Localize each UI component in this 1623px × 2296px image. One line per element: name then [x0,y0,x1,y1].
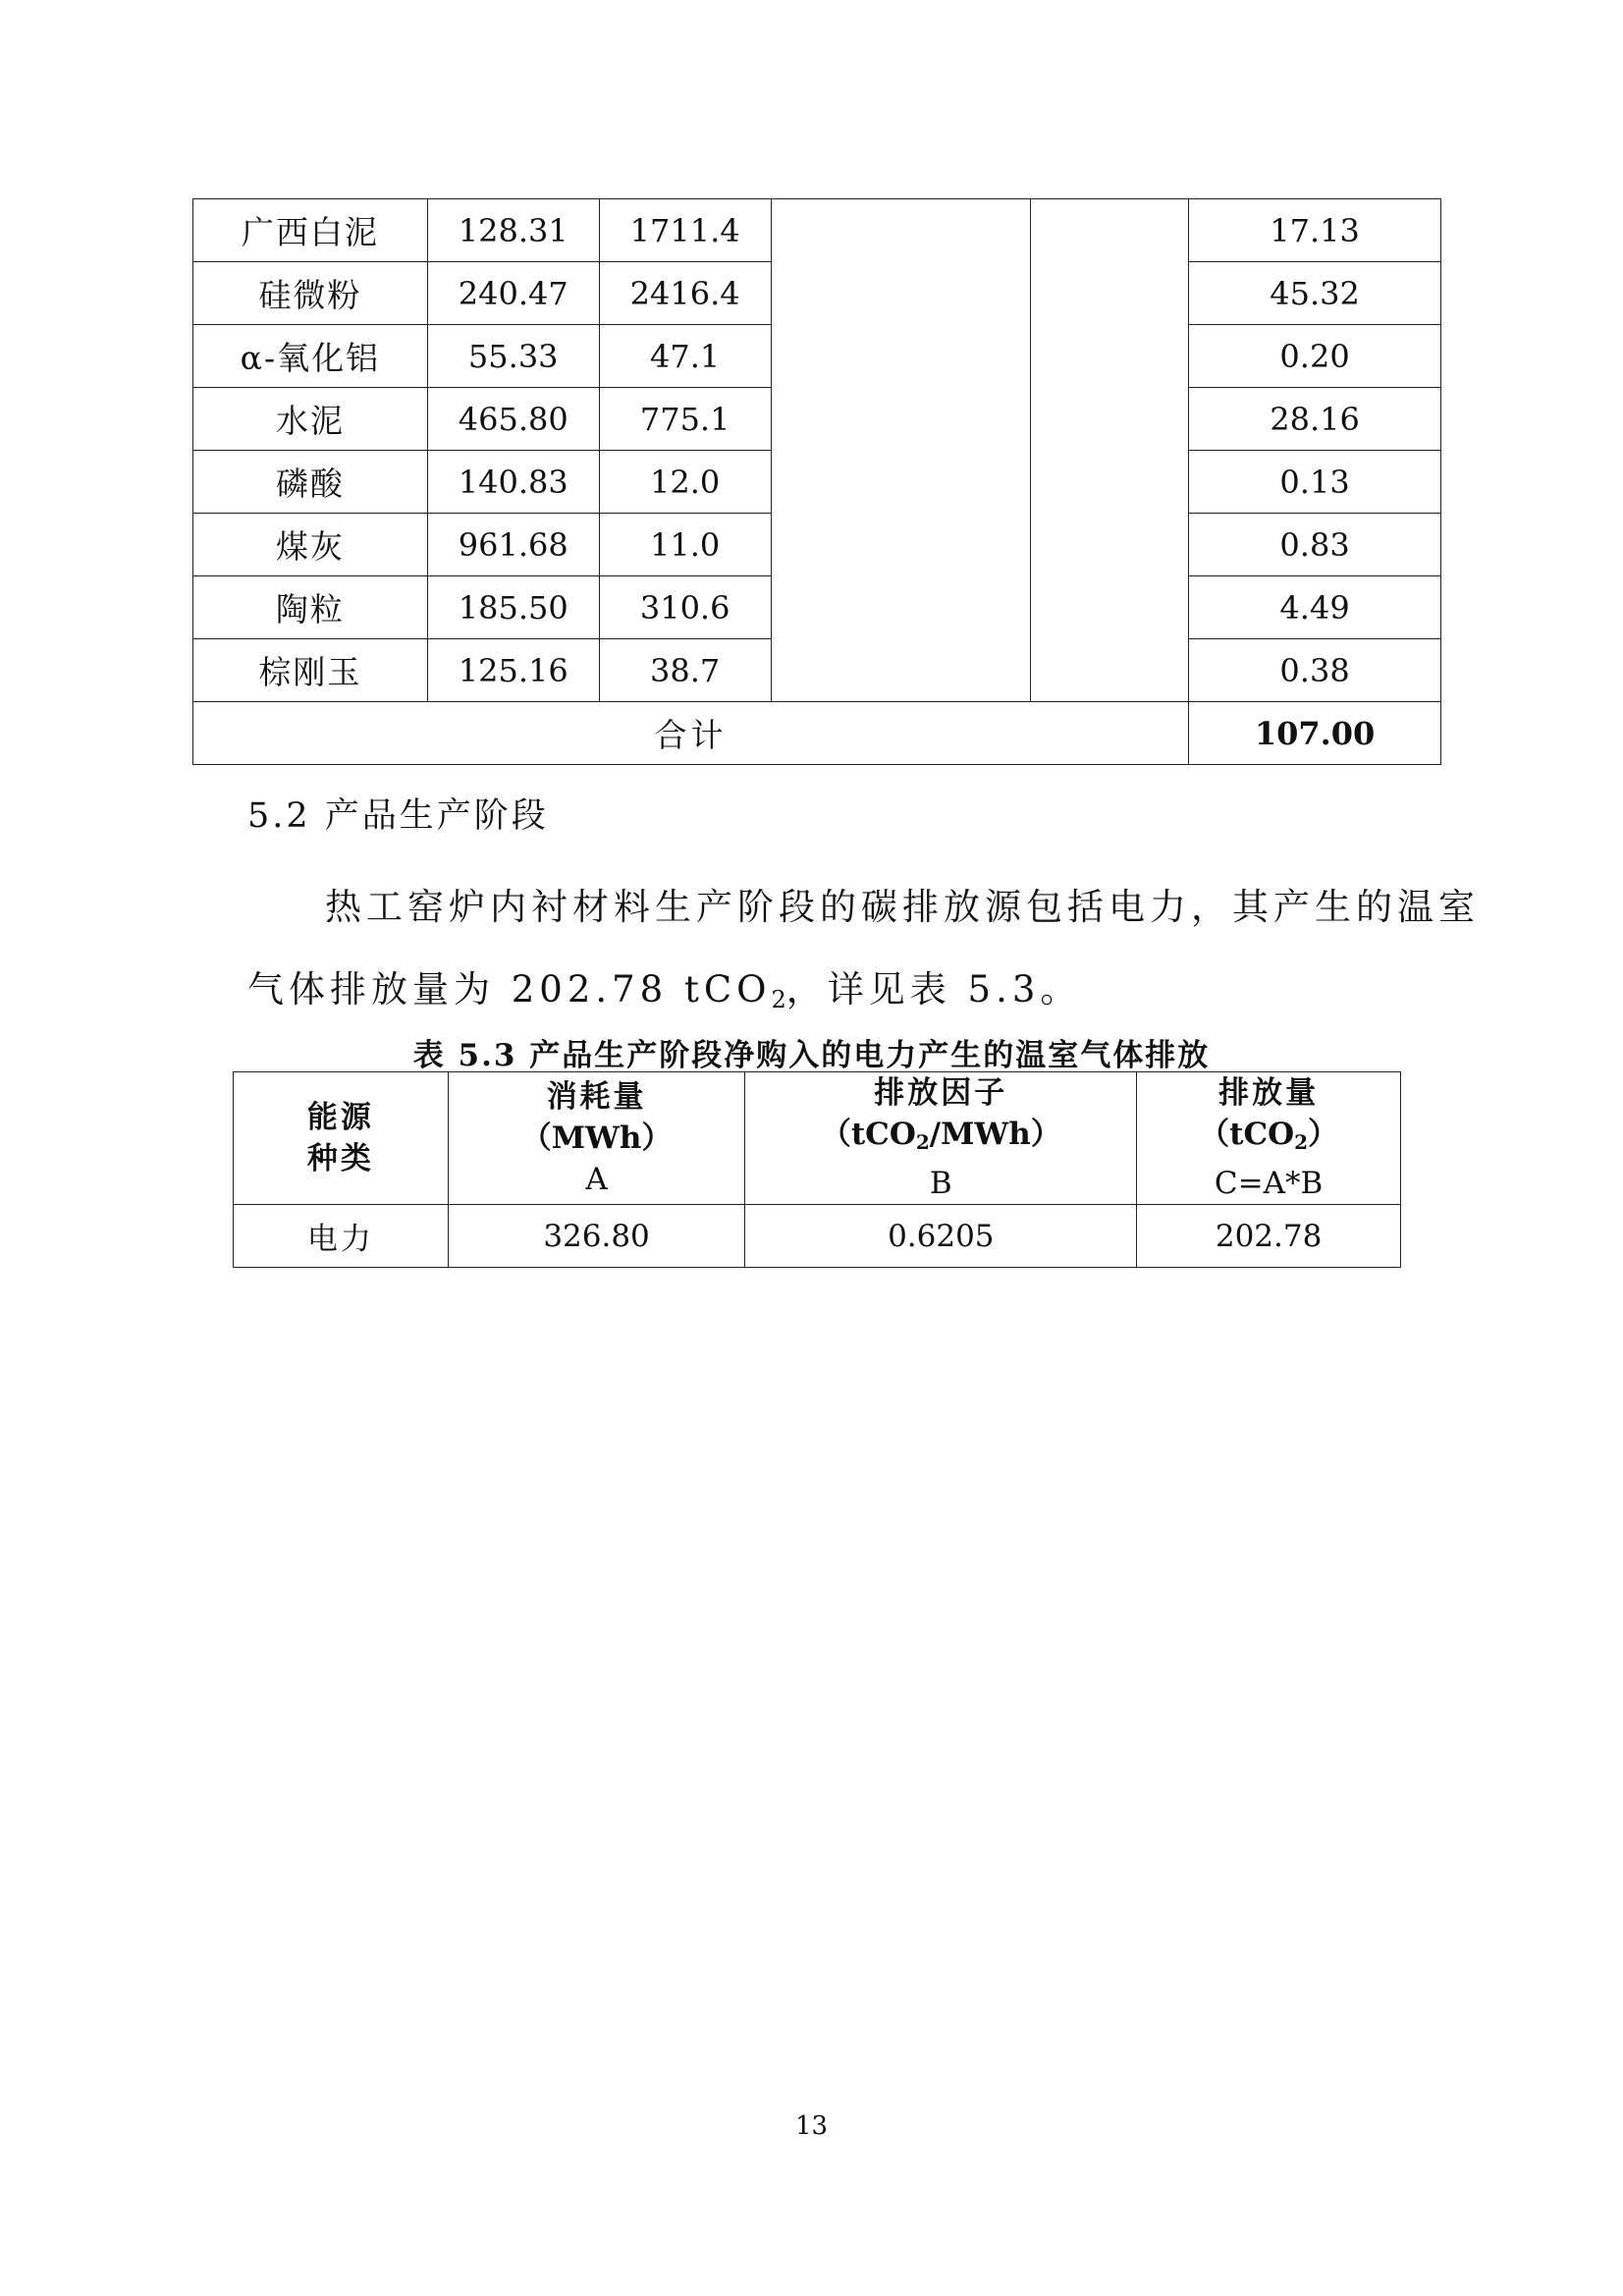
material-value: 185.50 [427,576,599,639]
header-text: 种类 [306,1141,374,1176]
material-value: 55.33 [427,325,599,388]
material-value: 38.7 [599,639,771,702]
merged-empty-cell [1031,199,1189,702]
subscript: 2 [915,1130,930,1154]
subscript: 2 [1294,1130,1309,1154]
material-value: 140.83 [427,451,599,514]
unit-text: /MWh） [929,1117,1061,1152]
header-unit: （MWh） [520,1121,673,1156]
electricity-table [233,1071,1401,1268]
material-name: α-氧化铝 [193,325,428,388]
material-value: 775.1 [599,388,771,451]
table-row [193,199,1441,262]
material-name: 广西白泥 [193,199,428,262]
total-label: 合计 [193,702,1189,765]
material-value: 11.0 [599,514,771,576]
material-emission: 4.49 [1189,576,1441,639]
merged-empty-cell [771,199,1031,702]
material-value: 961.68 [427,514,599,576]
material-emission: 28.16 [1189,388,1441,451]
header-symbol: B [929,1166,952,1201]
material-value: 465.80 [427,388,599,451]
header-consumption [448,1072,745,1205]
table-row [234,1205,1401,1268]
material-value: 2416.4 [599,262,771,325]
paragraph-text: ，详见表 5.3。 [785,968,1082,1011]
header-text: 排放量 [1218,1075,1320,1111]
header-unit [1137,1114,1400,1163]
material-name: 棕刚玉 [193,639,428,702]
header-symbol: A [585,1162,608,1197]
material-name: 陶粒 [193,576,428,639]
unit-text: （tCO [820,1117,916,1152]
material-emission: 0.38 [1189,639,1441,702]
material-emission: 45.32 [1189,262,1441,325]
material-value: 128.31 [427,199,599,262]
material-name: 水泥 [193,388,428,451]
material-emission: 0.83 [1189,514,1441,576]
paragraph-line-1: 热工窑炉内衬材料生产阶段的碳排放源包括电力，其产生的温室 [325,886,1480,928]
header-text: 能源 [306,1100,374,1135]
material-value: 240.47 [427,262,599,325]
header-unit [745,1114,1136,1163]
subscript: 2 [771,986,786,1013]
header-symbol: C=A*B [1214,1166,1324,1201]
unit-text: ） [1308,1117,1339,1152]
consumption-value: 326.80 [448,1205,745,1268]
header-text: 消耗量 [546,1079,647,1115]
material-emission: 0.20 [1189,325,1441,388]
material-value: 12.0 [599,451,771,514]
emission-value: 202.78 [1137,1205,1401,1268]
material-name: 煤灰 [193,514,428,576]
unit-text: （tCO [1199,1117,1295,1152]
total-value: 107.00 [1189,702,1441,765]
material-value: 47.1 [599,325,771,388]
energy-type: 电力 [234,1205,449,1268]
materials-table [192,198,1441,765]
material-name: 硅微粉 [193,262,428,325]
total-row [193,702,1441,765]
header-row [234,1072,1401,1205]
material-value: 125.16 [427,639,599,702]
header-text: 排放因子 [874,1075,1008,1111]
section-heading: 5.2 产品生产阶段 [247,796,549,836]
material-name: 磷酸 [193,451,428,514]
emission-factor-value: 0.6205 [745,1205,1137,1268]
material-value: 1711.4 [599,199,771,262]
header-emission [1137,1072,1401,1205]
header-energy-type [234,1072,449,1205]
material-emission: 17.13 [1189,199,1441,262]
paragraph-text: 气体排放量为 202.78 tCO [247,968,772,1011]
material-emission: 0.13 [1189,451,1441,514]
paragraph-line-2 [247,959,1081,1013]
material-value: 310.6 [599,576,771,639]
table-caption: 表 5.3 产品生产阶段净购入的电力产生的温室气体排放 [412,1038,1211,1073]
header-emission-factor [745,1072,1137,1205]
page-number: 13 [794,2111,829,2141]
